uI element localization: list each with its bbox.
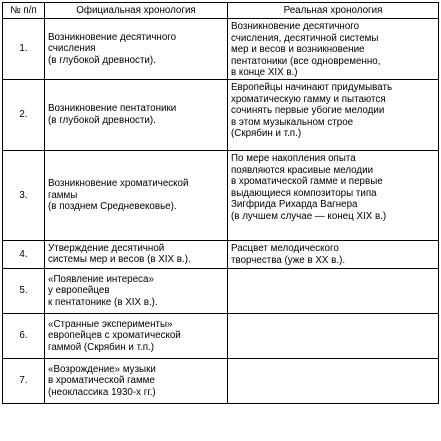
table-row [3,79,439,150]
row-number: 7. [3,358,45,403]
table-row [3,358,439,403]
header-official-chronology: Официальная хронология [45,3,228,19]
real-text: Европейцы начинают придумывать хроматическую гамму и пытаются сочинять первые убогие мелодии в этом музыкальном строе (Скрябин и т.п.) [231,81,393,140]
row-number: 3. [3,150,45,240]
table-row [3,313,439,358]
official-text: Возникновение хроматической гаммы (в позднем Средневековье). [48,178,189,213]
official-text: Возникновение пентатоники (в глубокой древности). [48,103,177,126]
real-cell [228,268,439,313]
official-text: «Возрождение» музыки в хроматической гамме (неоклассика 1930-х гг.) [48,363,156,398]
official-cell [45,313,228,358]
row-number: 4. [3,240,45,268]
table-row [3,150,439,240]
header-real-chronology: Реальная хронология [228,3,439,19]
official-text: «Появление интереса» у европейцев к пентатонике (в XIX в.). [48,273,158,308]
real-text: По мере накопления опыта появляются красивые мелодии в хроматической гамме и первые выдающиеся композиторы типа Зигфрида Рихарда Вагнера (в лучшем случае — конец XIX в.) [231,152,387,222]
table-row [3,240,439,268]
row-number: 5. [3,268,45,313]
real-text: Возникновение десятичного счисления, десятичной системы мер и весов и возникновение пентатоники (все одновременно, в конце XIX в.) [231,21,381,79]
real-cell [228,19,439,80]
official-cell [45,268,228,313]
real-text: Расцвет мелодического творчества (уже в XX в.). [231,242,346,266]
official-cell [45,150,228,240]
table-row [3,19,439,80]
official-cell [45,358,228,403]
chronology-table-container [2,2,439,404]
real-cell [228,240,439,268]
row-number: 1. [3,19,45,80]
real-cell [228,150,439,240]
real-cell [228,358,439,403]
official-text: «Странные эксперименты» европейцев с хроматической гаммой (Скрябин и т.п.) [48,318,181,353]
official-cell [45,240,228,268]
table-row [3,268,439,313]
official-cell [45,19,228,80]
official-cell [45,79,228,150]
chronology-table [2,2,439,404]
header-number: № п/п [3,3,45,19]
row-number: 2. [3,79,45,150]
official-text: Возникновение десятичного счисления (в глубокой древности). [48,31,177,66]
real-cell [228,79,439,150]
official-text: Утверждение десятичной системы мер и весов (в XIX в.). [48,242,191,266]
row-number: 6. [3,313,45,358]
real-cell [228,313,439,358]
table-header-row [3,3,439,19]
